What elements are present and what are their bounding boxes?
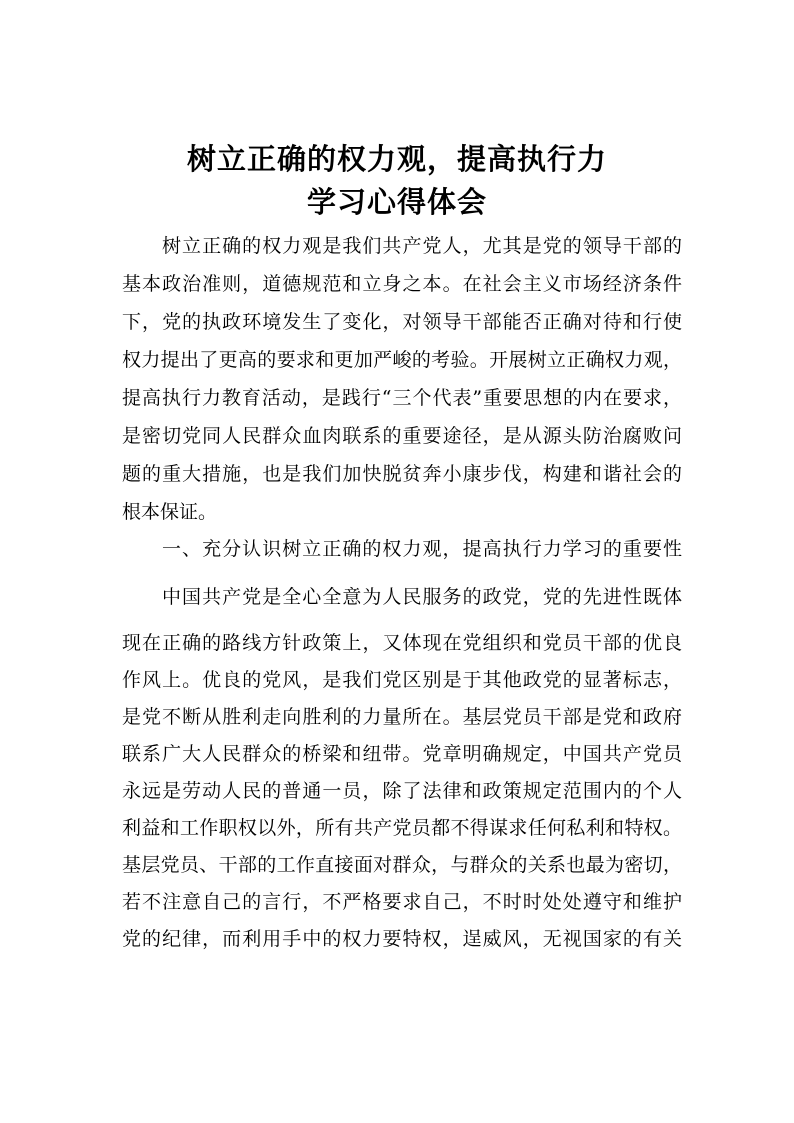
paragraph-line: 是党不断从胜利走向胜利的力量所在。基层党员干部是党和政府 (122, 706, 682, 728)
paragraph-line: 是密切党同人民群众血肉联系的重要途径，是从源头防治腐败问 (122, 425, 682, 447)
paragraph-line: 作风上。优良的党风，是我们党区别是于其他政党的显著标志， (122, 669, 682, 691)
paragraph-line: 若不注意自己的言行，不严格要求自己，不时时处处遵守和维护 (122, 891, 682, 913)
section-heading: 一、充分认识树立正确的权力观，提高执行力学习的重要性 (162, 538, 682, 560)
paragraph-line: 基层党员、干部的工作直接面对群众，与群众的关系也最为密切， (122, 854, 682, 876)
paragraph-line: 现在正确的路线方针政策上，又体现在党组织和党员干部的优良 (122, 632, 682, 654)
paragraph-line: 树立正确的权力观是我们共产党人，尤其是党的领导干部的 (162, 235, 682, 257)
paragraph-line: 权力提出了更高的要求和更加严峻的考验。开展树立正确权力观， (122, 349, 682, 371)
paragraph-line: 根本保证。 (122, 501, 218, 523)
paragraph-line: 中国共产党是全心全意为人民服务的政党，党的先进性既体 (162, 586, 682, 608)
paragraph-line: 永远是劳动人民的普通一员，除了法律和政策规定范围内的个人 (122, 780, 682, 802)
paragraph-line: 利益和工作职权以外，所有共产党员都不得谋求任何私利和特权。 (122, 817, 682, 839)
paragraph-line: 下，党的执政环境发生了变化，对领导干部能否正确对待和行使 (122, 311, 682, 333)
document-title: 树立正确的权力观，提高执行力 (186, 142, 607, 176)
paragraph-line: 联系广大人民群众的桥梁和纽带。党章明确规定，中国共产党员 (122, 743, 682, 765)
document-subtitle: 学习心得体会 (306, 185, 487, 219)
paragraph-line: 题的重大措施，也是我们加快脱贫奔小康步伐，构建和谐社会的 (122, 463, 682, 485)
paragraph-line: 党的纪律，而利用手中的权力要特权，逞威风，无视国家的有关 (122, 928, 682, 950)
paragraph-line: 提高执行力教育活动，是践行“三个代表”重要思想的内在要求， (122, 387, 682, 409)
paragraph-line: 基本政治准则，道德规范和立身之本。在社会主义市场经济条件 (122, 273, 682, 295)
